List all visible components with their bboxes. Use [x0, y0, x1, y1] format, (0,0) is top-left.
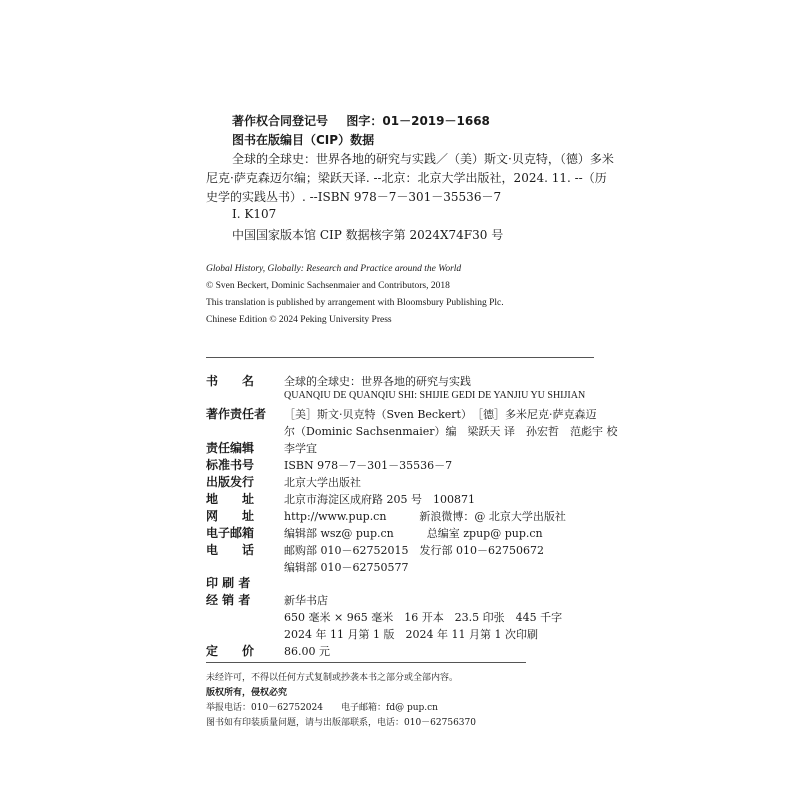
printer-label: 印 刷 者: [206, 576, 251, 590]
author-line: 尔（Dominic Sachsenmaier）编 梁跃天 译 孙宏哲 范彪宇 校: [284, 425, 618, 438]
email-label: 电子邮箱: [206, 526, 255, 540]
cip-description-line: 史学的实践丛书）. --ISBN 978－7－301－35536－7: [206, 190, 502, 204]
rights-reserved: 版权所有，侵权必究: [206, 688, 288, 698]
cip-heading: 图书在版编目（CIP）数据: [232, 133, 375, 147]
divider-bottom: [206, 662, 526, 663]
isbn-label: 标准书号: [206, 458, 255, 472]
price-label: 定 价: [206, 644, 255, 658]
title-pinyin: QUANQIU DE QUANQIU SHI: SHIJIE GEDI DE YANJIU YU SHIJIAN: [284, 390, 586, 401]
title-label: 书 名: [206, 374, 255, 388]
price-value: 86.00 元: [284, 645, 330, 658]
website-label: 网 址: [206, 509, 255, 523]
publisher-value: 北京大学出版社: [284, 476, 361, 489]
format-value: 650 毫米 × 965 毫米 16 开本 23.5 印张 445 千字: [284, 611, 563, 624]
publisher-label: 出版发行: [206, 475, 255, 489]
phone-line: 编辑部 010－62750577: [284, 561, 409, 574]
original-title: Global History, Globally: Research and Practice around the World: [206, 264, 462, 274]
distributor-label: 经 销 者: [206, 593, 251, 607]
isbn-value: ISBN 978－7－301－35536－7: [284, 459, 453, 472]
address-value: 北京市海淀区成府路 205 号 100871: [284, 493, 475, 506]
copyright-notice: © Sven Beckert, Dominic Sachsenmaier and Contributors, 2018: [206, 281, 450, 291]
cip-description-line: 尼克·萨克森迈尔编；梁跃天译. --北京：北京大学出版社，2024. 11. --（历: [206, 171, 607, 185]
report-contact: 举报电话：010－62752024 电子邮箱：fd@ pup.cn: [206, 703, 438, 713]
author-label: 著作责任者: [206, 407, 267, 421]
author-line: ［美］斯文·贝克特（Sven Beckert） ［德］多米尼克·萨克森迈: [284, 408, 597, 421]
cip-description-line: 全球的全球史：世界各地的研究与实践／（美）斯文·贝克特，（德）多米: [232, 152, 614, 166]
phone-line: 邮购部 010－62752015 发行部 010－62750672: [284, 544, 544, 557]
edition-value: 2024 年 11 月第 1 版 2024 年 11 月第 1 次印刷: [284, 628, 538, 641]
copyright-registration: [232, 112, 490, 129]
registration-number: 图字：01－2019－1668: [346, 114, 490, 128]
quality-contact: 图书如有印装质量问题，请与出版部联系，电话：010－62756370: [206, 718, 476, 728]
reproduction-notice: 未经许可，不得以任何方式复制或抄袭本书之部分或全部内容。: [206, 673, 459, 683]
phone-label: 电 话: [206, 543, 255, 557]
email-value: 编辑部 wsz@ pup.cn 总编室 zpup@ pup.cn: [284, 527, 543, 540]
edition-notice: Chinese Edition © 2024 Peking University Press: [206, 315, 392, 325]
editor-value: 李学宜: [284, 442, 317, 455]
editor-label: 责任编辑: [206, 441, 255, 455]
address-label: 地 址: [206, 492, 255, 506]
title-chinese: 全球的全球史：世界各地的研究与实践: [284, 375, 471, 388]
distributor-value: 新华书店: [284, 594, 328, 607]
cip-verification-number: 中国国家版本馆 CIP 数据核字第 2024X74F30 号: [232, 228, 504, 242]
website-value: http://www.pup.cn 新浪微博：@ 北京大学出版社: [284, 510, 566, 523]
divider-top: [206, 357, 594, 358]
registration-label: 著作权合同登记号: [232, 114, 329, 128]
translation-notice: This translation is published by arrangement with Bloomsbury Publishing Plc.: [206, 298, 504, 308]
cip-classification: Ⅰ. K107: [232, 207, 277, 221]
